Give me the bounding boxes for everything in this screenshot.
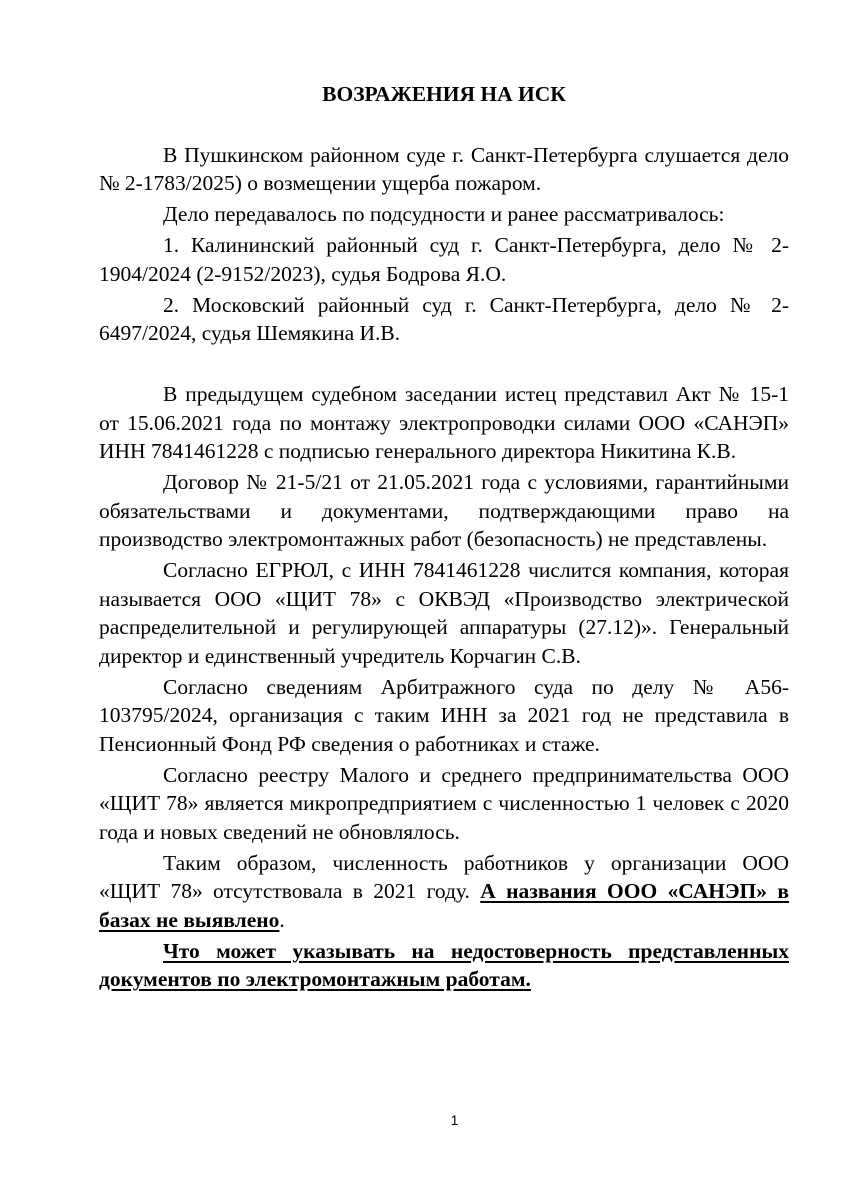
conclusion-end: . — [279, 907, 285, 932]
paragraph-conclusion — [99, 849, 789, 935]
paragraph-contract: Договор № 21-5/21 от 21.05.2021 года с условиями, гарантийными обязательствами и документами, подтверждающими право на производство электромонтажных работ (безопасность) не представлены. — [99, 470, 789, 551]
page-number: 1 — [450, 1112, 459, 1128]
list-item-kalininsky: 1. Калининский районный суд г. Санкт-Петербурга, дело № 2-1904/2024 (2-9152/2023), судья Бодрова Я.О. — [99, 233, 789, 286]
document-page — [99, 80, 789, 996]
paragraph-arbitration: Согласно сведениям Арбитражного суда по делу № А56-103795/2024, организация с таким ИНН за 2021 год не представила в Пенсионный Фонд РФ сведения о работниках и стаже. — [99, 674, 789, 756]
conclusion-emphasis: А названия ООО «САНЭП» в базах не выявлено — [99, 879, 789, 932]
conclusion-text: Таким образом, численность работников у организации ООО «ЩИТ 78» отсутствовала в 2021 году. — [99, 850, 789, 903]
paragraph-sme-registry: Согласно реестру Малого и среднего предпринимательства ООО «ЩИТ 78» является микропредприятием с численностью 1 человек с 2020 года и новых сведений не обновлялось. — [99, 762, 789, 844]
paragraph-final-emphasis: Что может указывать на недостоверность представленных документов по электромонтажным работам. — [99, 938, 789, 991]
paragraph-case-info: В Пушкинском районном суде г. Санкт-Петербурга слушается дело № 2-1783/2025) о возмещении ущерба пожаром. — [99, 142, 789, 195]
paragraph-jurisdiction: Дело передавалось по подсудности и ранее рассматривалось: — [163, 202, 725, 226]
list-item-moskovsky: 2. Московский районный суд г. Санкт-Петербурга, дело № 2-6497/2024, судья Шемякина И.В. — [99, 292, 789, 345]
document-title: ВОЗРАЖЕНИЯ НА ИСК — [322, 82, 566, 106]
spacer — [99, 350, 789, 380]
paragraph-egrul: Согласно ЕГРЮЛ, с ИНН 7841461228 числится компания, которая называется ООО «ЩИТ 78» с ОКВЭД «Производство электрической распределительной и регулирующей аппаратуры (27.12)». Генеральный директор и единственный учредитель Корчагин С.В. — [99, 558, 789, 668]
paragraph-act: В предыдущем судебном заседании истец представил Акт № 15-1 от 15.06.2021 года по монтажу электропроводки силами ООО «САНЭП» ИНН 7841461228 с подписью генерального директора Никитина К.В. — [99, 382, 789, 463]
